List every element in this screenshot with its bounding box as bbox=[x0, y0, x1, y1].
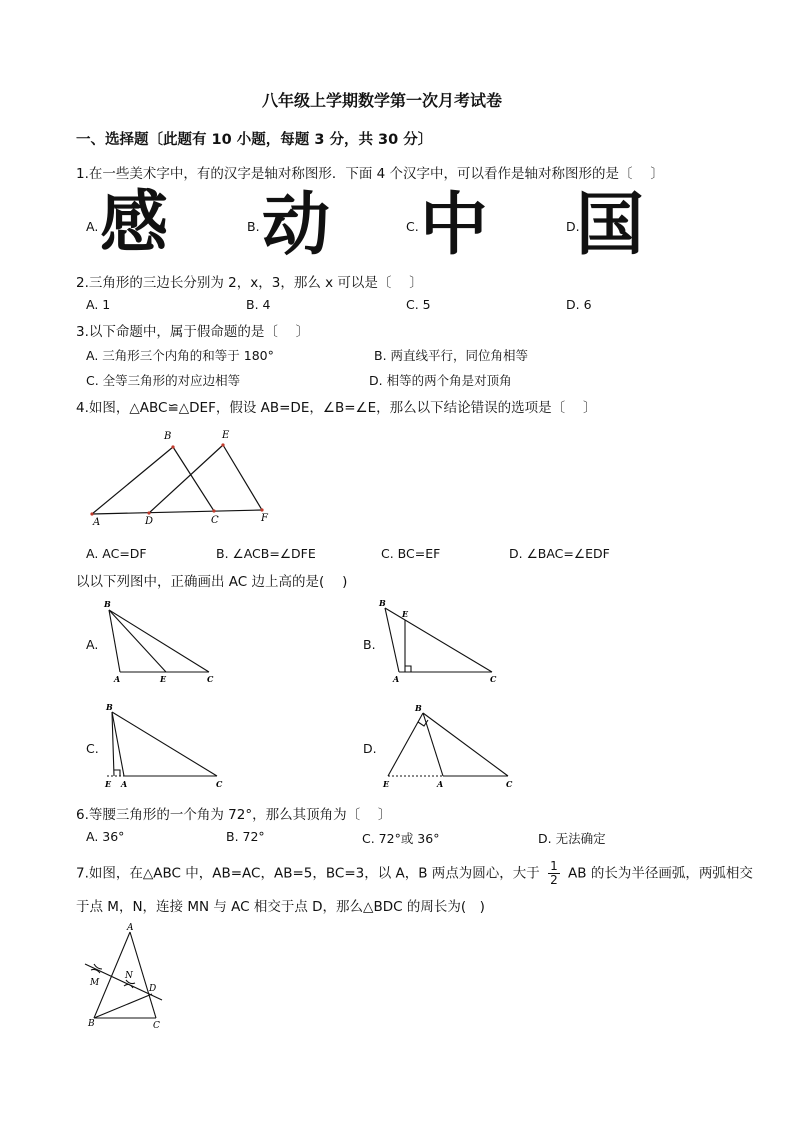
segment-ac bbox=[130, 932, 156, 1018]
point-label-m: M bbox=[90, 978, 100, 988]
point-label-e: E bbox=[222, 430, 230, 441]
svg-text:C: C bbox=[207, 674, 214, 684]
question-5-stem: 以以下列图中，正确画出 AC 边上高的是( ) bbox=[76, 574, 348, 590]
q1-char-c: 中 bbox=[420, 186, 489, 265]
section-heading: 一、选择题〔此题有 10 小题，每题 3 分，共 30 分〕 bbox=[76, 132, 433, 148]
svg-text:B: B bbox=[379, 598, 386, 608]
q4-option-c: C. BC=EF bbox=[381, 546, 441, 561]
q3-option-d: D. 相等的两个角是对顶角 bbox=[369, 373, 512, 388]
q6-option-b: B. 72° bbox=[226, 829, 265, 844]
svg-text:C: C bbox=[216, 779, 223, 789]
point-label-d: D bbox=[145, 516, 154, 527]
point-label-c: C bbox=[211, 515, 219, 526]
q7-figure bbox=[80, 922, 175, 1034]
point-label-b: B bbox=[164, 431, 172, 442]
exam-title: 八年级上学期数学第一次月考试卷 bbox=[262, 91, 503, 110]
q7-fraction-denominator: 2 bbox=[550, 873, 558, 887]
q1-option-d-label: D. bbox=[566, 219, 580, 234]
q2-option-a: A. 1 bbox=[86, 297, 111, 312]
svg-text:C: C bbox=[506, 779, 513, 789]
q4-option-d: D. ∠BAC=∠EDF bbox=[509, 546, 610, 561]
point-label-b: B bbox=[88, 1019, 95, 1029]
q7-stem-part-a: 7.如图，在△ABC 中，AB=AC，AB=5，BC=3，以 A，B 两点为圆心，大于 bbox=[76, 865, 540, 882]
segment-ab bbox=[92, 447, 173, 514]
q6-option-c: C. 72°或 36° bbox=[362, 831, 440, 846]
q7-stem-part-b: AB 的长为半径画弧，两弧相交 bbox=[568, 865, 753, 882]
question-7-stem-line2: 于点 M，N，连接 MN 与 AC 相交于点 D，那么△BDC 的周长为( ) bbox=[76, 899, 485, 915]
svg-text:E: E bbox=[383, 779, 390, 789]
question-3-stem: 3.以下命题中，属于假命题的是〔 〕 bbox=[76, 324, 310, 340]
svg-text:B: B bbox=[104, 599, 111, 609]
q5-option-b-label: B. bbox=[363, 637, 376, 652]
point-label-n: N bbox=[125, 971, 133, 981]
svg-text:A: A bbox=[437, 779, 444, 789]
q1-char-b: 动 bbox=[262, 186, 331, 265]
segment-ef bbox=[223, 445, 262, 510]
q1-option-c-label: C. bbox=[406, 219, 419, 234]
q1-char-d: 国 bbox=[576, 186, 645, 265]
q1-option-a-label: A. bbox=[86, 219, 99, 234]
q3-option-a: A. 三角形三个内角的和等于 180° bbox=[86, 348, 274, 363]
svg-text:A: A bbox=[393, 674, 400, 684]
point-label-f: F bbox=[261, 513, 268, 524]
point-label-a: A bbox=[93, 517, 101, 528]
q2-option-c: C. 5 bbox=[406, 297, 431, 312]
q5-option-d-label: D. bbox=[363, 741, 377, 756]
q3-option-b: B. 两直线平行，同位角相等 bbox=[374, 348, 529, 363]
svg-text:B: B bbox=[415, 703, 422, 713]
q2-option-b: B. 4 bbox=[246, 297, 271, 312]
q7-fraction bbox=[548, 860, 560, 887]
q5-figure-d bbox=[378, 700, 518, 792]
q3-option-c: C. 全等三角形的对应边相等 bbox=[86, 373, 241, 388]
q5-option-c-label: C. bbox=[86, 741, 99, 756]
q4-option-a: A. AC=DF bbox=[86, 546, 147, 561]
q5-figure-a bbox=[100, 596, 225, 688]
q2-option-d: D. 6 bbox=[566, 297, 592, 312]
q4-option-b: B. ∠ACB=∠DFE bbox=[216, 546, 316, 561]
segment-bc bbox=[173, 447, 214, 511]
q1-char-a: 感 bbox=[100, 184, 169, 263]
q5-figure-b bbox=[375, 596, 505, 688]
svg-text:A: A bbox=[114, 674, 121, 684]
q6-option-a: A. 36° bbox=[86, 829, 125, 844]
q7-fraction-numerator: 1 bbox=[550, 859, 558, 873]
q6-option-d: D. 无法确定 bbox=[538, 831, 606, 846]
point-label-c: C bbox=[153, 1021, 160, 1031]
question-4-stem: 4.如图，△ABC≌△DEF，假设 AB=DE，∠B=∠E，那么以下结论错误的选项是〔 〕 bbox=[76, 400, 597, 416]
svg-text:B: B bbox=[106, 702, 113, 712]
segment-de bbox=[149, 445, 223, 513]
svg-text:E: E bbox=[402, 609, 409, 619]
question-1-stem: 1.在一些美术字中，有的汉字是轴对称图形．下面 4 个汉字中，可以看作是轴对称图形的是〔 〕 bbox=[76, 166, 664, 182]
question-7-stem-line1 bbox=[76, 860, 753, 887]
q5-option-a-label: A. bbox=[86, 637, 99, 652]
segment-af bbox=[92, 510, 262, 514]
q1-option-b-label: B. bbox=[247, 219, 260, 234]
q4-figure bbox=[80, 424, 280, 529]
question-2-stem: 2.三角形的三边长分别为 2，x，3，那么 x 可以是〔 〕 bbox=[76, 275, 423, 291]
svg-text:E: E bbox=[105, 779, 112, 789]
svg-text:E: E bbox=[160, 674, 167, 684]
svg-text:C: C bbox=[490, 674, 497, 684]
q5-figure-c bbox=[100, 700, 230, 792]
point-label-d: D bbox=[149, 984, 157, 994]
point-label-a: A bbox=[127, 923, 134, 933]
svg-text:A: A bbox=[121, 779, 128, 789]
question-6-stem: 6.等腰三角形的一个角为 72°，那么其顶角为〔 〕 bbox=[76, 807, 392, 823]
